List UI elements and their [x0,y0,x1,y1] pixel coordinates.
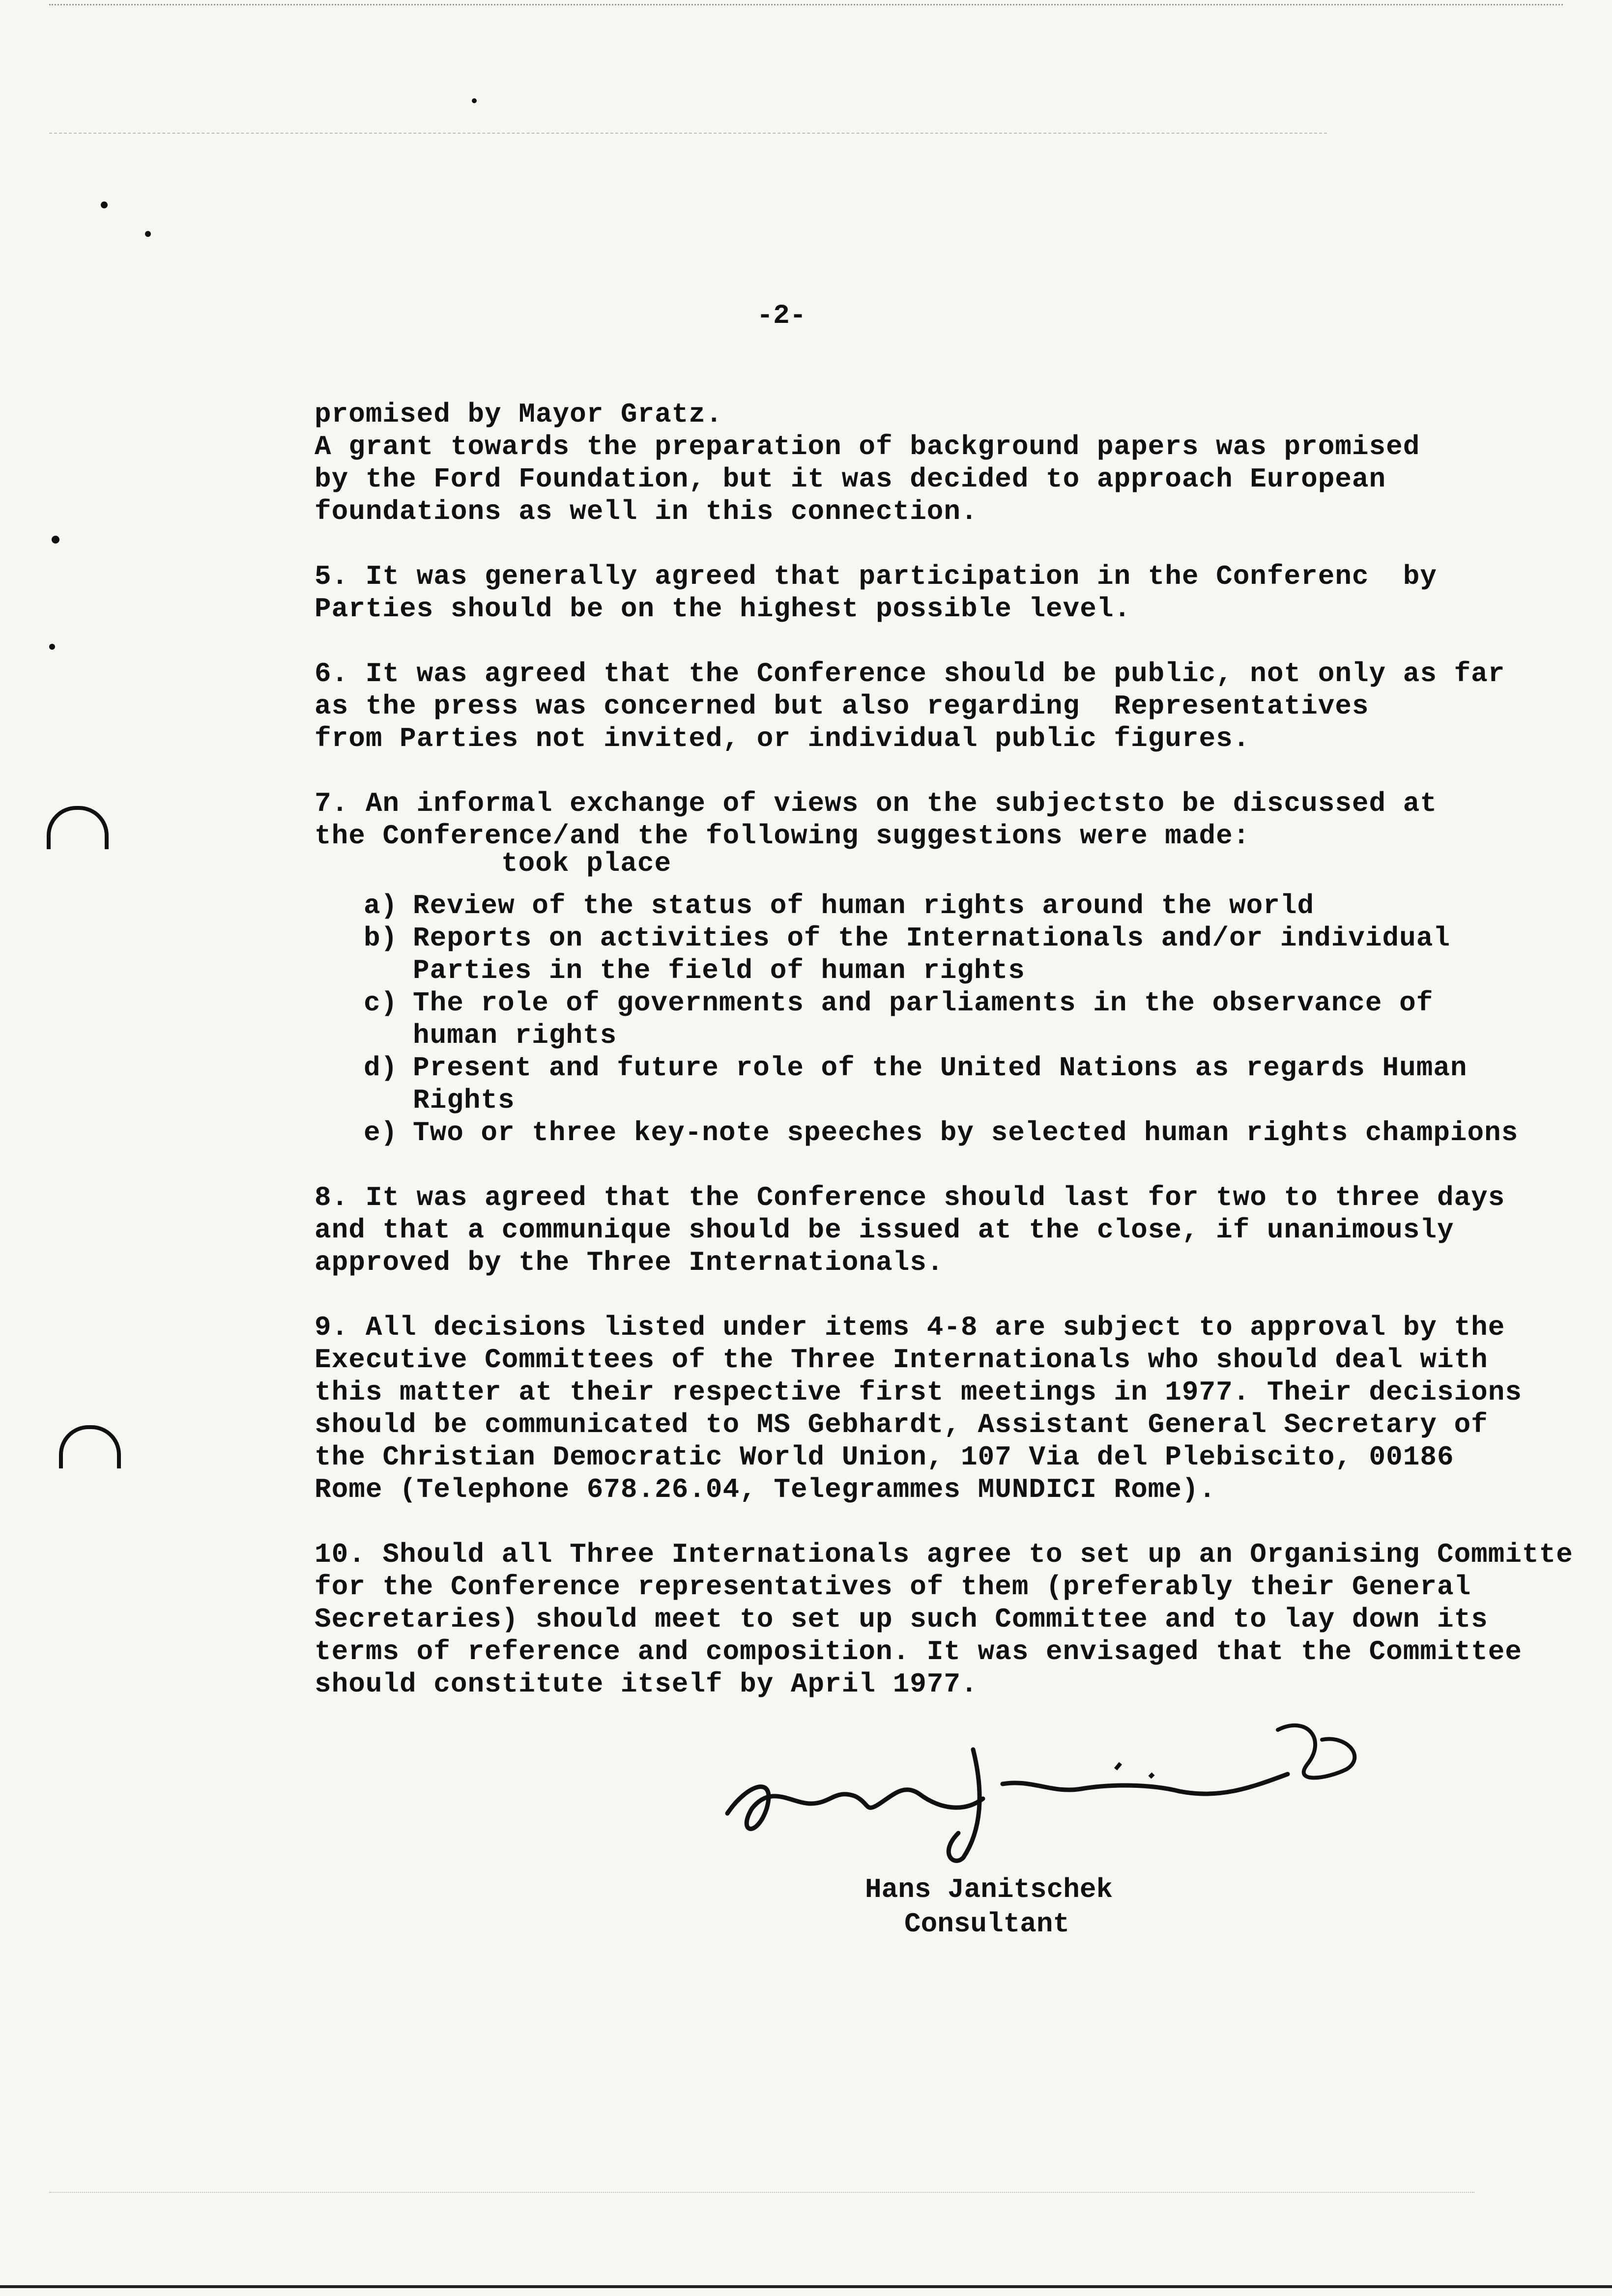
text-line: should be communicated to MS Gebhardt, Assistant General Secretary of [315,1409,1488,1440]
text-line: promised by Mayor Gratz. [315,399,723,430]
text-line: the Christian Democratic World Union, 107 Via del Plebiscito, 00186 [315,1441,1454,1473]
signatory-name: Hans Janitschek [865,1874,1113,1905]
list-item [364,890,1612,922]
punch-hole-mark [59,1425,121,1468]
handwritten-insert: took place [501,848,672,879]
list-item [364,922,1612,987]
top-edge-scan-line [49,4,1563,7]
paragraph-8 [315,1181,1612,1279]
list-item-letter: a) [364,890,398,921]
text-line: 10. Should all Three Internationals agree to set up an Organising Committe [315,1539,1573,1570]
text-line: from Parties not invited, or individual public figures. [315,723,1250,754]
bottom-edge [0,2285,1612,2288]
handwritten-signature [708,1710,1474,1867]
text-line: approved by the Three Internationals. [315,1247,944,1278]
list-item-text: Two or three key-note speeches by selected human rights champions [413,1117,1519,1148]
text-line: as the press was concerned but also regarding Representatives [315,690,1369,722]
list-item-text: Review of the status of human rights around the world [413,890,1315,921]
signatory-title: Consultant [904,1908,1070,1940]
scan-speck [101,201,108,208]
letter-body [315,398,1612,1733]
text-line: 7. An informal exchange of views on the subjectsto be discussed at [315,788,1437,819]
list-item-letter: b) [364,922,398,954]
text-line: this matter at their respective first meetings in 1977. Their decisions [315,1377,1522,1408]
page-number: -2- [756,300,806,331]
list-item-letter: c) [364,987,398,1019]
text-line: and that a communique should be issued at the close, if unanimously [315,1214,1454,1246]
paragraph-7 [315,787,1612,880]
list-item [364,987,1612,1052]
list-item-letter: d) [364,1052,398,1084]
scan-speck [49,644,55,650]
list-item-text: Reports on activities of the Internationals and/or individual Parties in the field of human rights [413,922,1450,986]
text-line: Executive Committees of the Three Internationals who should deal with [315,1344,1488,1376]
text-line: 8. It was agreed that the Conference should last for two to three days [315,1182,1505,1213]
text-line: 9. All decisions listed under items 4-8 are subject to approval by the [315,1312,1505,1343]
list-item-text: The role of governments and parliaments in the observance of human rights [413,987,1434,1051]
paragraph-6 [315,658,1612,755]
text-line: A grant towards the preparation of background papers was promised [315,431,1420,462]
header-rule [49,133,1327,135]
text-line: 5. It was generally agreed that participation in the Conferenc by [315,561,1437,592]
text-line: the Conference/and the following suggestions were made: [315,820,1250,852]
paragraph-10 [315,1538,1612,1700]
text-line: 6. It was agreed that the Conference should be public, not only as far [315,658,1505,689]
text-line: Rome (Telephone 678.26.04, Telegrammes MUNDICI Rome). [315,1474,1216,1505]
paragraph-intro [315,398,1612,528]
scan-speck [472,98,477,103]
list-item [364,1117,1612,1149]
suggestion-list [364,890,1612,1149]
text-line: should constitute itself by April 1977. [315,1668,978,1700]
text-line: terms of reference and composition. It was envisaged that the Committee [315,1636,1522,1667]
scan-speck [145,231,151,237]
text-line: Parties should be on the highest possible level. [315,593,1131,625]
text-line: foundations as well in this connection. [315,496,978,527]
footer-rule [49,2192,1474,2193]
punch-hole-mark [47,806,109,849]
list-item-text: Present and future role of the United Nations as regards Human Rights [413,1052,1468,1116]
paragraph-9 [315,1311,1612,1506]
list-item [364,1052,1612,1117]
scan-speck [52,536,59,544]
text-line: for the Conference representatives of them (preferably their General [315,1571,1471,1603]
text-line: by the Ford Foundation, but it was decided to approach European [315,463,1386,495]
paragraph-5 [315,560,1612,625]
text-line: Secretaries) should meet to set up such Committee and to lay down its [315,1604,1488,1635]
list-item-letter: e) [364,1117,398,1148]
